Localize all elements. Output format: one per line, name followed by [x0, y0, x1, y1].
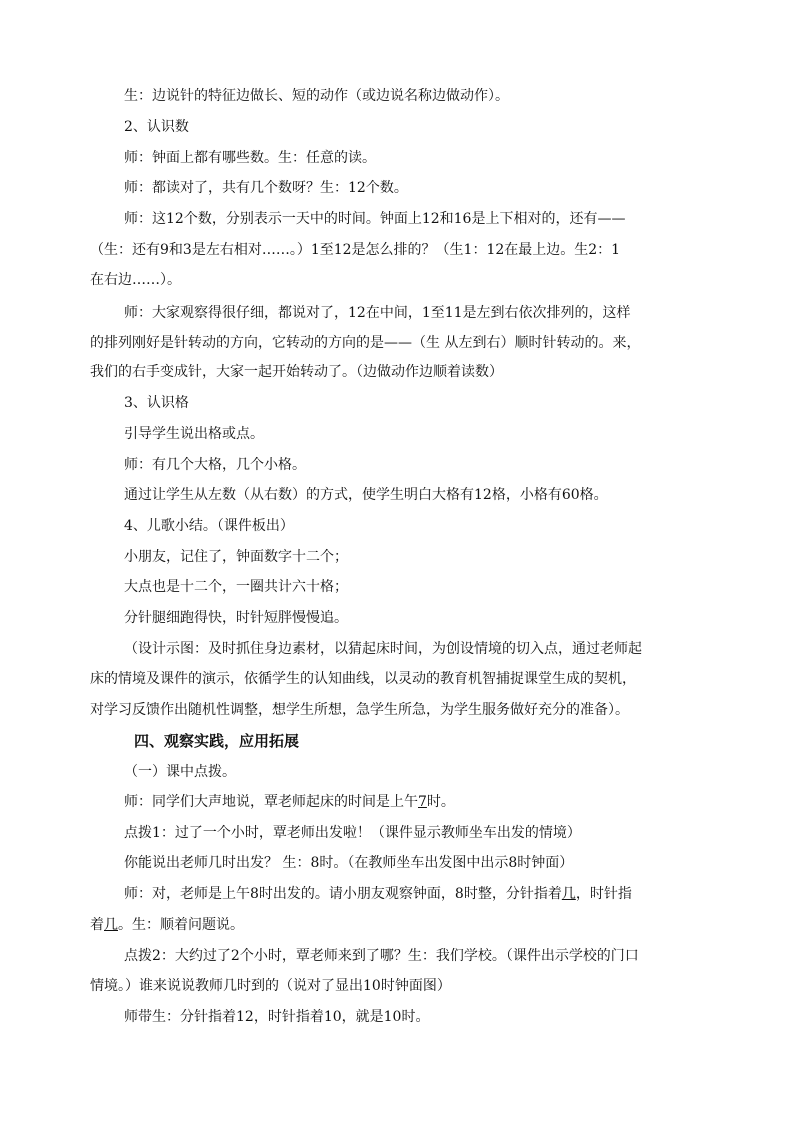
text-line: 生：边说针的特征边做长、短的动作（或边说名称边做动作）。 [124, 88, 509, 104]
text-line: 师：钟面上都有哪些数。生：任意的读。 [124, 150, 376, 166]
subsection-heading: （一）课中点拨。 [124, 764, 236, 780]
poem-line: 大点也是十二个，一圈共计六十格； [124, 579, 348, 595]
chapter-heading: 四、观察实践，应用拓展 [134, 732, 300, 750]
text-line: 对学习反馈作出随机性调整，想学生所想，急学生所急，为学生服务做好充分的准备）。 [90, 702, 629, 718]
text-segment: ，时针指 [575, 886, 632, 902]
text-line: 床的情境及课件的演示，依循学生的认知曲线，以灵动的教育机智捕捉课堂生成的契机， [90, 671, 636, 687]
underlined-answer: 几 [561, 886, 576, 902]
section-heading: 2、认识数 [124, 119, 189, 135]
text-line: 师：都读对了，共有几个数呀？生：12个数。 [124, 180, 408, 196]
text-segment: 师：对，老师是上午8时出发的。请小朋友观察钟面，8时整，分针指着 [124, 886, 562, 902]
text-line: 师：有几个大格，几个小格。 [124, 457, 306, 473]
text-line: 点拨1：过了一个小时，覃老师出发啦！（课件显示教师坐车出发的情境） [124, 825, 581, 841]
section-heading: 3、认识格 [124, 395, 189, 411]
text-line: 师：这12个数，分别表示一天中的时间。钟面上12和16是上下相对的，还有—— [124, 211, 626, 227]
underlined-answer: 7 [418, 794, 427, 810]
text-line: 通过让学生从左数（从右数）的方式，使学生明白大格有12格，小格有60格。 [124, 487, 608, 503]
text-line: 点拨2：大约过了2个小时，覃老师来到了哪？生：我们学校。（课件出示学校的门口 [124, 948, 639, 964]
text-line: 师带生：分针指着12，时针指着10，就是10时。 [124, 1009, 430, 1025]
underlined-answer: 几 [104, 917, 118, 933]
section-heading: 4、儿歌小结。（课件板出） [124, 518, 294, 534]
text-line: （设计示图：及时抓住身边素材，以猜起床时间，为创设情境的切入点，通过老师起 [124, 641, 642, 657]
text-line: （生：还有9和3是左右相对……。）1至12是怎么排的？（生1：12在最上边。生2：1 [90, 242, 621, 258]
text-line: 的排列刚好是针转动的方向，它转动的方向的是——（生 从左到右）顺时针转动的。来， [90, 335, 641, 351]
text-line: 我们的右手变成针，大家一起开始转动了。（边做动作边顺着读数） [90, 364, 503, 380]
text-segment: 师：同学们大声地说，覃老师起床的时间是上午 [124, 794, 418, 810]
text-segment: 。生：顺着问题说。 [118, 917, 244, 933]
poem-line: 小朋友，记住了，钟面数字十二个； [124, 549, 348, 565]
text-line: 引导学生说出格或点。 [124, 426, 264, 442]
text-line [124, 792, 455, 812]
text-line [124, 884, 632, 904]
text-segment: 着 [90, 917, 104, 933]
poem-line: 分针腿细跑得快，时针短胖慢慢追。 [124, 610, 348, 626]
text-segment: 时。 [426, 794, 455, 810]
text-line [90, 915, 244, 935]
text-line: 情境。）谁来说说教师几时到的（说对了显出10时钟面图） [90, 978, 451, 994]
text-line: 你能说出老师几时出发？ 生：8时。（在教师坐车出发图中出示8时钟面） [124, 855, 574, 871]
text-line: 师：大家观察得很仔细，都说对了，12在中间，1至11是左到右依次排列的，这样 [124, 305, 631, 321]
text-line: 在右边……）。 [90, 272, 181, 288]
